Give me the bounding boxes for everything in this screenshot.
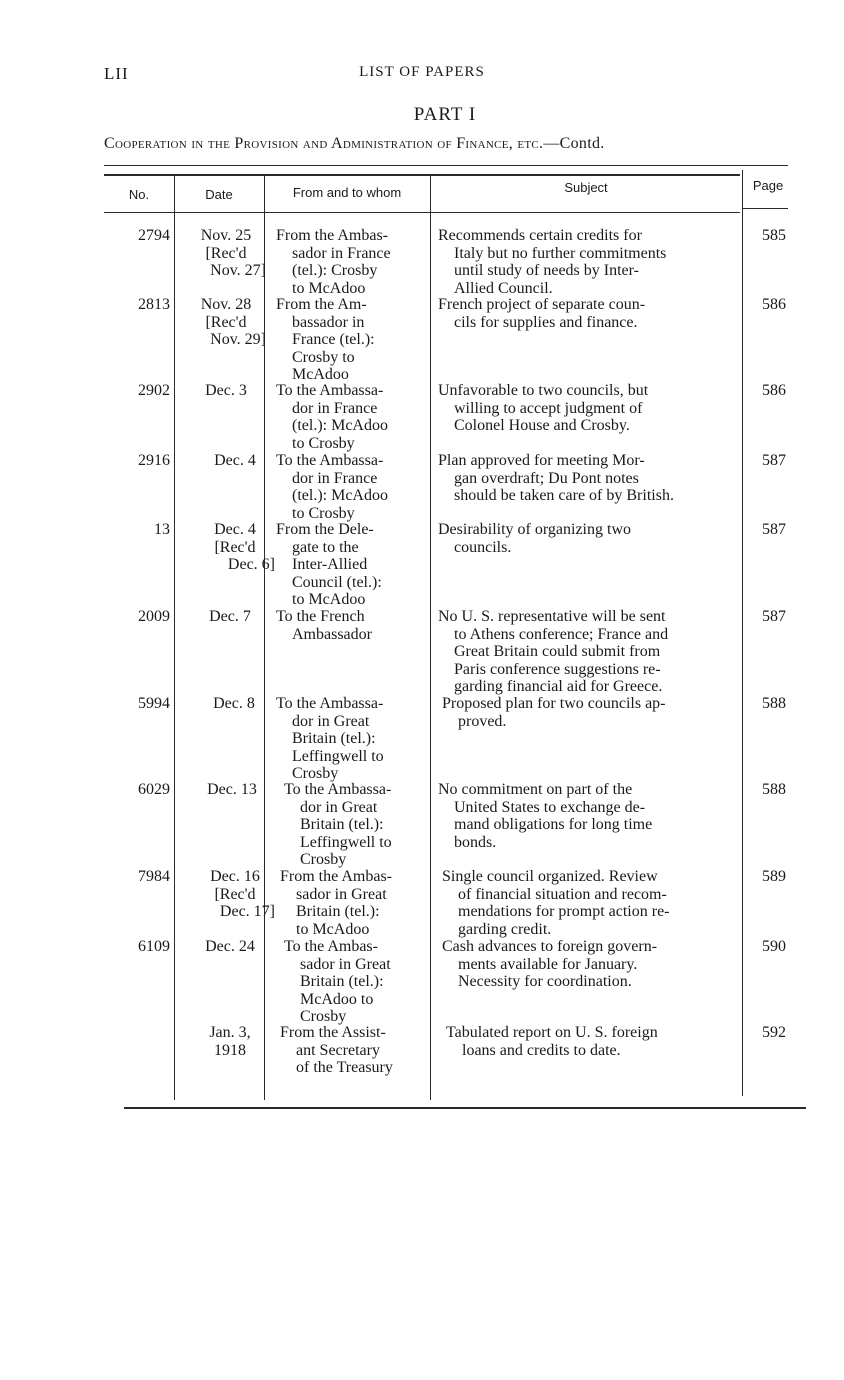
row-from-line: Leffingwell to [300,833,392,851]
row-subject [442,868,747,938]
row-date-line: Nov. 28 [200,296,252,313]
row-date [186,1024,274,1059]
row-from-line: bassador in [292,313,365,331]
row-subject-line: ments available for January. [458,955,638,973]
row-date [186,938,274,956]
row-from-line: dor in France [292,469,378,487]
row-number: 6109 [138,938,170,955]
row-subject-line: Italy but no further commitments [454,244,667,262]
row-from [276,521,432,609]
row-date-line: Dec. 3 [205,382,247,399]
row-subject-line: Necessity for coordination. [458,973,632,991]
row-subject-line: French project of separate coun- [438,296,646,313]
rule-top [104,174,740,176]
row-date [191,452,279,470]
row-from-line: (tel.): McAdoo [292,487,388,505]
col-header-no: No. [128,187,150,202]
row-from-line: From the Ambas- [280,868,392,885]
row-date-line: Jan. 3, [209,1024,251,1041]
row-subject-line: Colonel House and Crosby. [454,417,630,435]
row-subject [438,296,743,331]
row-subject [438,781,743,851]
row-subject-line: mand obligations for long time [454,816,653,834]
row-from-line: McAdoo to [300,990,374,1008]
row-page: 587 [762,521,786,538]
row-date [190,695,278,713]
row-page: 588 [762,695,786,712]
row-subject-line: United States to exchange de- [454,798,646,816]
row-date [191,868,279,921]
row-subject-line: of financial situation and recom- [458,885,667,903]
row-subject-line: Desirability of organizing two [438,521,631,538]
row-from-line: gate to the [292,538,359,556]
row-subject-line: Paris conference suggestions re- [454,660,661,678]
row-subject-line: councils. [454,538,512,556]
row-date-line: Dec. 7 [209,608,251,625]
row-from-line: of the Treasury [296,1059,393,1077]
section-contd: —Contd. [543,135,605,152]
row-subject-line: should be taken care of by British. [454,487,674,505]
row-from-line: (tel.): McAdoo [292,417,388,435]
row-page: 586 [762,296,786,313]
row-from-line: From the Dele- [276,521,374,538]
row-from-line: to McAdoo [292,279,366,297]
row-subject-line: Allied Council. [454,279,553,297]
row-date-line: Dec. 8 [213,695,255,712]
row-from-line: Leffingwell to [292,747,384,765]
row-from-line: Britain (tel.): [300,973,384,991]
row-from-line: to Crosby [292,504,355,522]
row-number: 5994 [138,695,170,712]
row-from-line: ant Secretary [296,1041,380,1059]
section-title [104,135,605,153]
row-from-line: Britain (tel.): [292,730,376,748]
row-from-line: Crosby [300,851,347,869]
row-from-line: Ambassador [292,625,372,643]
row-page: 590 [762,938,786,955]
row-subject-line: Cash advances to foreign govern- [442,938,658,955]
row-subject-line: Proposed plan for two councils ap- [442,695,666,712]
row-date-line: Dec. 13 [207,781,257,798]
row-from-line: To the Ambassa- [276,695,384,712]
row-subject-line: cils for supplies and finance. [454,313,638,331]
rule-top-thin [104,165,788,166]
row-subject-line: Single council organized. Review [442,868,658,885]
row-from-line: Britain (tel.): [300,816,384,834]
row-subject-line: Recommends certain credits for [438,227,642,244]
row-from-line: Crosby [292,765,339,783]
row-subject [438,608,743,696]
row-subject-line: Great Britain could submit from [454,643,661,661]
row-subject-line: loans and credits to date. [462,1041,621,1059]
row-from-line: Britain (tel.): [296,903,380,921]
row-page: 585 [762,227,786,244]
row-number: 2916 [138,452,170,469]
row-from [276,608,432,643]
rule-header-bottom [104,212,740,213]
row-from-line: dor in Great [300,798,378,816]
rule-bottom [124,1107,806,1109]
row-date [186,608,274,626]
row-subject-line: to Athens conference; France and [454,625,669,643]
row-number: 2009 [138,608,170,625]
row-date-line: [Rec'd [214,538,256,556]
row-from-line: To the Ambassa- [276,452,384,469]
row-date-line: Nov. 25 [200,227,252,244]
row-from [284,781,440,869]
rule-page-header [742,208,788,209]
row-from-line: (tel.): Crosby [292,262,378,280]
row-from-line: sador in France [292,244,391,262]
row-page: 587 [762,608,786,625]
row-subject [442,938,747,991]
row-date [182,382,270,400]
row-from-line: dor in France [292,399,378,417]
row-from [284,938,440,1026]
row-page: 592 [762,1024,786,1041]
row-date-line: Dec. 17] [219,903,275,921]
row-date-line: Dec. 4 [214,521,256,538]
running-title: LIST OF PAPERS [359,64,485,80]
row-number: 6029 [138,781,170,798]
row-subject-line: Unfavorable to two councils, but [438,382,649,399]
row-page: 587 [762,452,786,469]
row-date [182,227,270,280]
row-page: 588 [762,781,786,798]
row-from-line: Inter-Allied [292,556,368,574]
row-date-line: Nov. 29] [210,331,266,349]
row-from-line: To the French [276,608,365,625]
col-header-page: Page [752,178,784,193]
row-from-line: Crosby [300,1008,347,1026]
row-from [276,452,432,522]
part-title: PART I [413,104,477,125]
row-number: 2813 [138,296,170,313]
row-from-line: to McAdoo [292,591,366,609]
row-date-line: Dec. 24 [205,938,255,955]
row-page: 586 [762,382,786,399]
row-from [276,382,432,452]
row-date [182,296,270,349]
row-number: 2794 [138,227,170,244]
row-from-line: From the Am- [276,296,367,313]
row-date-line: 1918 [214,1041,246,1059]
row-from [280,1024,436,1077]
row-date-line: Dec. 16 [210,868,260,885]
row-date-line: Dec. 4 [214,452,256,469]
col-header-subject: Subject [564,180,608,195]
row-from-line: From the Ambas- [276,227,388,244]
row-subject [442,695,747,730]
row-number: 13 [154,521,170,538]
row-subject-line: willing to accept judgment of [454,399,643,417]
row-from-line: to McAdoo [296,920,370,938]
row-date-line: [Rec'd [214,885,256,903]
row-date [188,781,276,799]
col-header-from: From and to whom [292,185,402,200]
row-date-line: [Rec'd [205,244,247,262]
row-from-line: To the Ambassa- [276,382,384,399]
row-subject-line: garding financial aid for Greece. [454,678,663,696]
row-from-line: Crosby to [292,348,355,366]
col-header-date: Date [205,187,233,202]
row-subject-line: gan overdraft; Du Pont notes [454,469,639,487]
row-subject [446,1024,751,1059]
row-from-line: to Crosby [292,434,355,452]
row-subject [438,227,743,297]
row-date-line: Nov. 27] [210,262,266,280]
row-from-line: McAdoo [292,366,349,384]
row-date-line: Dec. 6] [227,556,275,574]
section-name: Cooperation in the Provision and Administration of Finance, etc. [104,135,544,152]
row-from [276,695,432,783]
row-from [276,296,432,384]
row-number: 7984 [138,868,170,885]
row-subject-line: Plan approved for meeting Mor- [438,452,645,469]
row-subject-line: No U. S. representative will be sent [438,608,666,625]
row-from-line: To the Ambassa- [284,781,392,798]
row-subject-line: Tabulated report on U. S. foreign [446,1024,658,1041]
row-from-line: France (tel.): [292,331,375,349]
row-subject-line: No commitment on part of the [438,781,633,798]
row-from-line: sador in Great [296,885,387,903]
row-subject [438,382,743,435]
row-from-line: Council (tel.): [292,573,382,591]
row-from-line: dor in Great [292,712,370,730]
page-number: LII [104,64,129,83]
row-from-line: From the Assist- [280,1024,386,1041]
row-from [276,227,432,297]
row-subject-line: garding credit. [458,920,552,938]
row-from-line: sador in Great [300,955,391,973]
row-subject-line: bonds. [454,833,497,851]
row-page: 589 [762,868,786,885]
row-subject [438,521,743,556]
row-subject-line: mendations for prompt action re- [458,903,670,921]
row-from-line: To the Ambas- [284,938,378,955]
row-date-line: [Rec'd [205,313,247,331]
row-number: 2902 [138,382,170,399]
row-from [280,868,436,938]
row-subject [438,452,743,505]
col-divider-1 [174,174,175,1100]
row-subject-line: until study of needs by Inter- [454,262,639,280]
row-date [191,521,279,574]
row-subject-line: proved. [458,712,507,730]
